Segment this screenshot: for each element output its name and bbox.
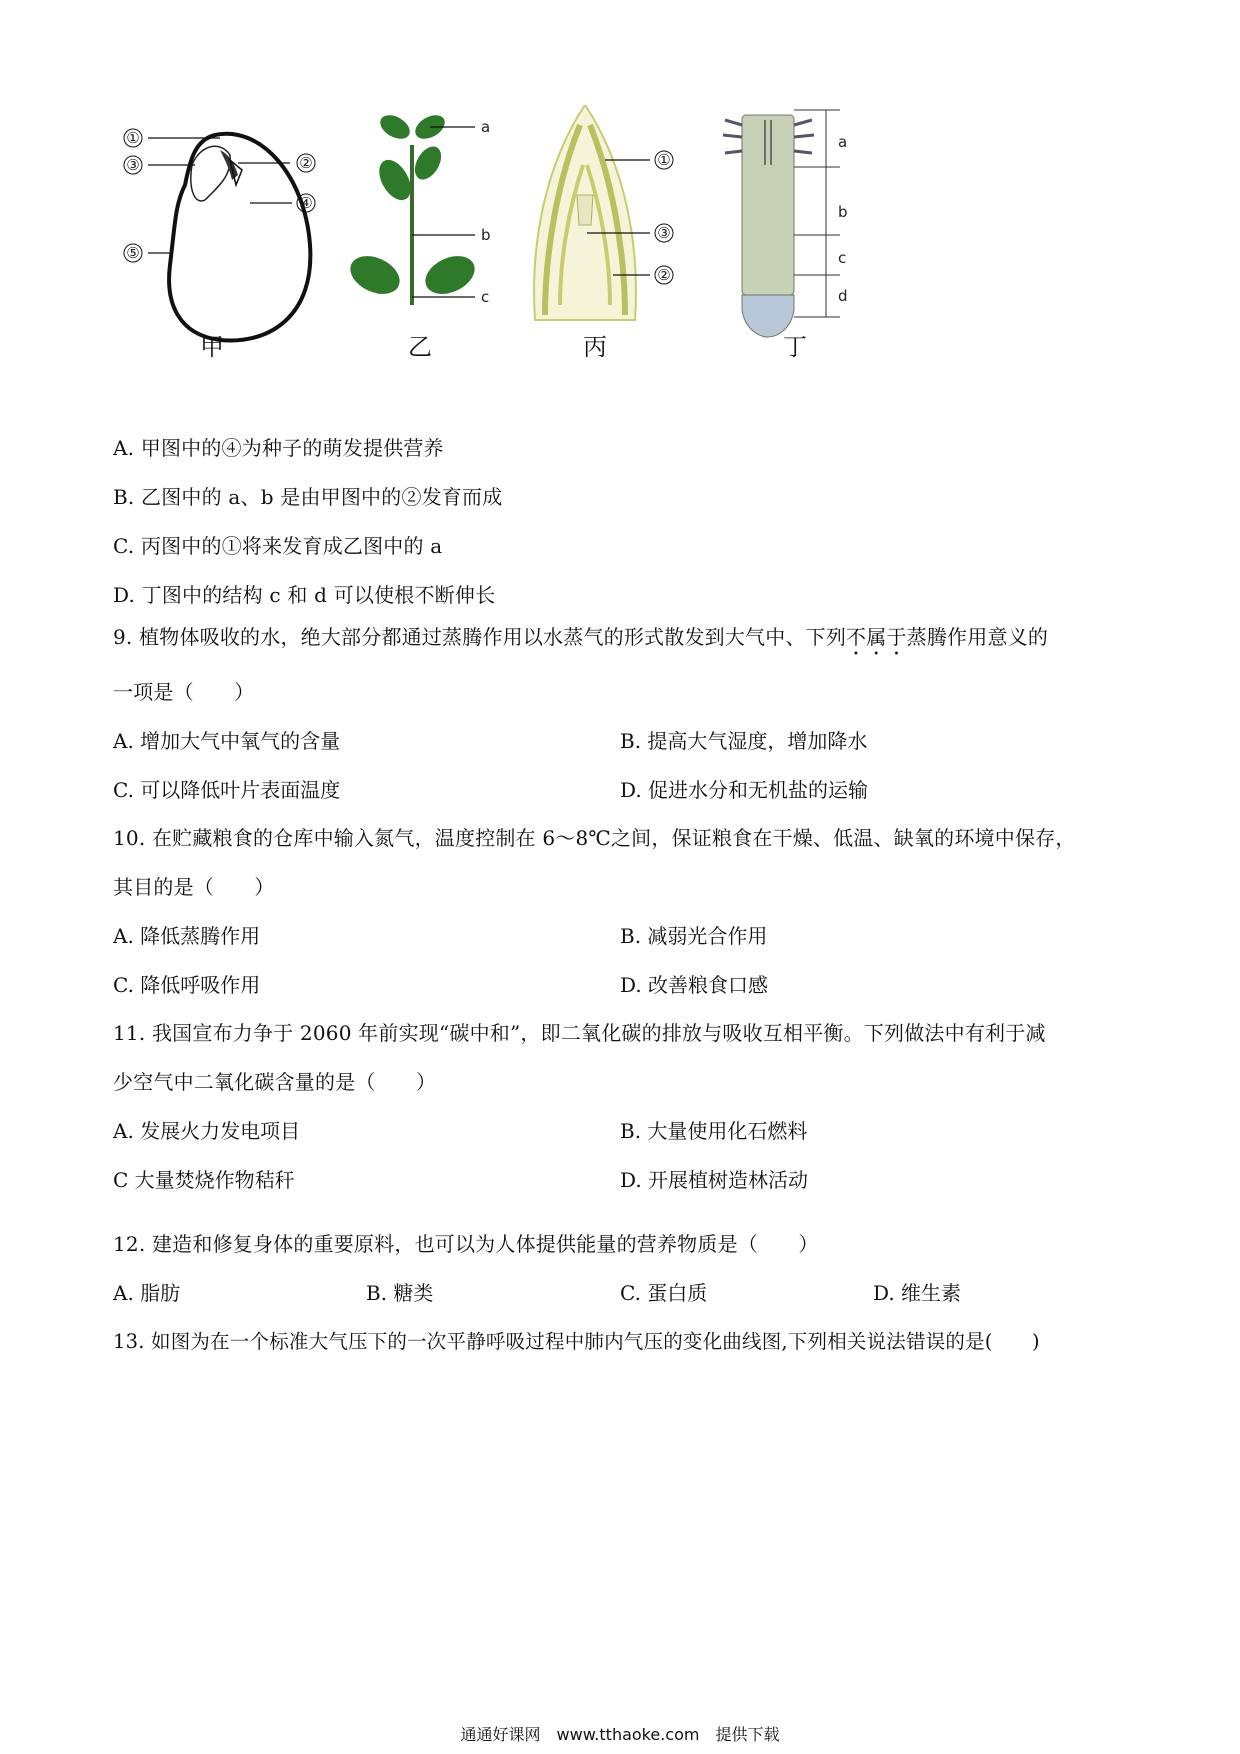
caption-yi: 乙 — [408, 333, 432, 361]
figure-jia — [120, 105, 330, 361]
q13-stem-line1: 13. 如图为在一个标准大气压下的一次平静呼吸过程中肺内气压的变化曲线图,下列相关说法错误的是( ) — [113, 1330, 1040, 1353]
seedling-label-c: c — [481, 288, 490, 306]
seed-label-1: ① — [126, 129, 140, 147]
seedling-label-a: a — [481, 118, 491, 136]
q10-option-c: C. 降低呼吸作用 — [113, 973, 261, 997]
q10-option-a: A. 降低蒸腾作用 — [113, 924, 261, 948]
q11-option-a: A. 发展火力发电项目 — [113, 1119, 301, 1143]
bud-label-3: ③ — [657, 224, 671, 242]
seedling-diagram — [345, 105, 505, 355]
q10-option-b: B. 减弱光合作用 — [620, 924, 768, 948]
q9-stem-emphasis: 不属于 — [846, 625, 907, 649]
q11-stem-line1: 11. 我国宣布力争于 2060 年前实现“碳中和”，即二氧化碳的排放与吸收互相平衡。下列做法中有利于减 — [113, 1021, 1046, 1045]
root-label-b: b — [838, 203, 848, 221]
q10-stem-line2: 其目的是（ ） — [113, 875, 275, 899]
q11-option-c: C 大量焚烧作物秸秆 — [113, 1168, 295, 1192]
q9-option-a: A. 增加大气中氧气的含量 — [113, 729, 341, 753]
q8-option-d: D. 丁图中的结构 c 和 d 可以使根不断伸长 — [113, 583, 496, 607]
bud-label-2: ② — [657, 266, 671, 284]
seedling-label-b: b — [481, 226, 491, 244]
seed-label-3: ③ — [126, 156, 140, 174]
q8-option-a: A. 甲图中的④为种子的萌发提供营养 — [113, 436, 444, 460]
q8-option-b: B. 乙图中的 a、b 是由甲图中的②发育而成 — [113, 485, 503, 509]
q9-option-c: C. 可以降低叶片表面温度 — [113, 778, 341, 802]
caption-ding: 丁 — [783, 333, 807, 361]
q9-stem-post: 蒸腾作用意义的 — [906, 625, 1049, 649]
root-tip-diagram — [720, 105, 870, 355]
q9-option-d: D. 促进水分和无机盐的运输 — [620, 778, 869, 802]
q12-option-b: B. 糖类 — [366, 1281, 434, 1305]
figure-ding — [720, 105, 870, 361]
bud-label-1: ① — [657, 151, 671, 169]
q9-option-b: B. 提高大气湿度，增加降水 — [620, 729, 868, 753]
q9-stem-line1 — [113, 621, 1048, 660]
q11-option-b: B. 大量使用化石燃料 — [620, 1119, 808, 1143]
root-label-c: c — [838, 249, 847, 267]
root-label-d: d — [838, 287, 848, 305]
q12-option-d: D. 维生素 — [873, 1281, 962, 1305]
q11-stem-line2: 少空气中二氧化碳含量的是（ ） — [113, 1070, 437, 1094]
figure-yi — [345, 105, 505, 361]
seed-label-2: ② — [299, 154, 313, 172]
q12-option-c: C. 蛋白质 — [620, 1281, 708, 1305]
figure-row — [120, 105, 980, 405]
seed-labels — [120, 105, 330, 355]
q8-option-c: C. 丙图中的①将来发育成乙图中的 a — [113, 534, 443, 558]
q12-stem-line1: 12. 建造和修复身体的重要原料，也可以为人体提供能量的营养物质是（ ） — [113, 1232, 819, 1256]
page-footer: 通通好课网 www.tthaoke.com 提供下载 — [460, 1725, 780, 1744]
q9-stem-line2: 一项是（ ） — [113, 680, 255, 704]
seed-label-4: ④ — [299, 194, 313, 212]
q9-stem-pre: 9. 植物体吸收的水，绝大部分都通过蒸腾作用以水蒸气的形式散发到大气中、下列 — [113, 625, 847, 649]
root-label-a: a — [838, 133, 848, 151]
caption-jia: 甲 — [200, 333, 224, 361]
q10-option-d: D. 改善粮食口感 — [620, 973, 769, 997]
q12-option-a: A. 脂肪 — [113, 1281, 181, 1305]
bud-diagram — [525, 105, 690, 355]
seed-label-5: ⑤ — [126, 244, 140, 262]
q10-stem-line1: 10. 在贮藏粮食的仓库中输入氮气，温度控制在 6～8℃之间，保证粮食在干燥、低温、缺氧的环境中保存， — [113, 826, 1076, 850]
q11-option-d: D. 开展植树造林活动 — [620, 1168, 809, 1192]
caption-bing: 丙 — [583, 333, 607, 361]
figure-bing — [525, 105, 690, 361]
